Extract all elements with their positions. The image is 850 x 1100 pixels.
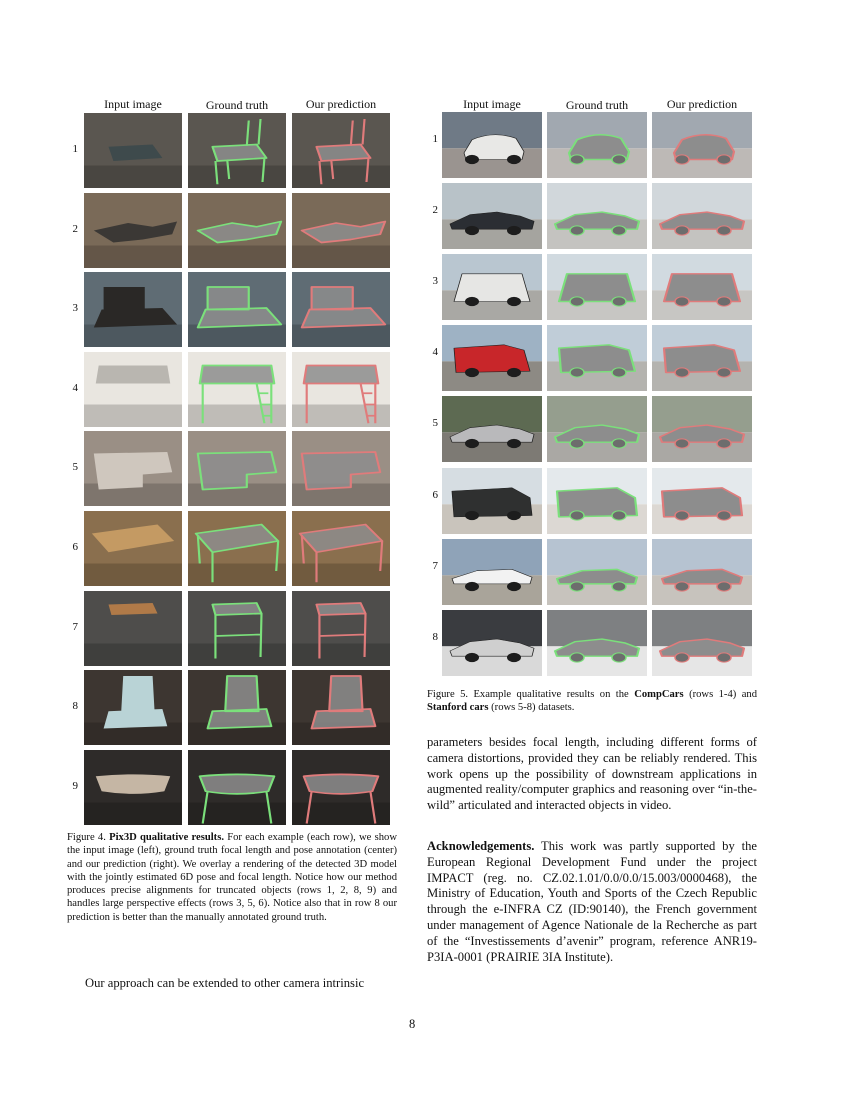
fig5-input-image: [442, 112, 542, 178]
fig4-ground-truth-image: [188, 591, 286, 666]
fig5-prediction-image: [652, 610, 752, 676]
fig4-prediction-image: [292, 511, 390, 586]
fig5-prediction-image: [652, 183, 752, 249]
left-paragraph: Our approach can be extended to other camera intrinsic: [85, 976, 365, 990]
fig4-prediction-image: [292, 272, 390, 347]
fig5-header-gt: Ground truth: [565, 98, 629, 112]
fig4-input-image: [84, 113, 182, 188]
fig5-prediction-image: [652, 468, 752, 534]
fig4-input-image: [84, 193, 182, 268]
fig5-ground-truth-image: [547, 396, 647, 462]
fig4-input-image: [84, 750, 182, 825]
fig5-header-input: Input image: [463, 97, 521, 111]
fig4-prediction-image: [292, 431, 390, 506]
fig5-row-number: 8: [432, 631, 438, 643]
fig4-row-number: 1: [72, 142, 78, 155]
fig5-row-number: 6: [432, 489, 438, 501]
fig5-ground-truth-image: [547, 112, 647, 178]
fig4-ground-truth-image: [188, 113, 286, 188]
fig5-input-image: [442, 610, 542, 676]
fig5-input-image: [442, 396, 542, 462]
fig5-caption-mid: (rows 1-4) and: [689, 689, 757, 700]
fig5-caption-bold-2: Stanford cars: [427, 702, 489, 714]
fig4-input-image: [84, 670, 182, 745]
fig4-ground-truth-image: [188, 352, 286, 427]
fig4-ground-truth-image: [188, 670, 286, 745]
fig5-row-number: 5: [432, 417, 438, 429]
fig4-prediction-image: [292, 591, 390, 666]
fig5-ground-truth-image: [547, 610, 647, 676]
fig5-prediction-image: [652, 325, 752, 391]
ack-title: Acknowledgements.: [427, 839, 535, 853]
fig4-caption-body: For each example (each row), we show the input image (left), ground truth focal length and pose annotation (center) and our prediction (right). We overlay a rendering of the detected 3D model with the jointly estimated 6D pose and focal length. Notice how our method produces precise alignments for truncated objects (rows 1, 2, 8, 9) and handles large perspective effects (rows 3, 5, 6). Notice also that in row 8 our prediction is better than the manually annotated ground truth.: [67, 832, 397, 923]
fig4-row-number: 2: [72, 222, 78, 235]
fig4-row-number: 9: [72, 779, 78, 792]
fig4-row-number: 6: [72, 540, 78, 553]
fig4-ground-truth-image: [188, 272, 286, 347]
fig4-row-number: 7: [72, 620, 78, 633]
fig5-row-number: 3: [432, 275, 438, 287]
fig4-row-number: 5: [72, 460, 78, 473]
fig5-caption-prefix: Figure 5. Example qualitative results on the: [427, 689, 629, 700]
fig5-ground-truth-image: [547, 183, 647, 249]
fig4-row-number: 3: [72, 301, 78, 314]
fig4-prediction-image: [292, 193, 390, 268]
fig4-prediction-image: [292, 750, 390, 825]
fig4-caption-prefix: Figure 4.: [67, 832, 106, 843]
fig5-row-number: 1: [432, 133, 438, 145]
fig4-header-input: Input image: [104, 97, 162, 111]
fig4-input-image: [84, 511, 182, 586]
fig4-input-image: [84, 431, 182, 506]
fig5-input-image: [442, 539, 542, 605]
fig5-prediction-image: [652, 396, 752, 462]
fig5-ground-truth-image: [547, 539, 647, 605]
fig5-ground-truth-image: [547, 468, 647, 534]
fig5-input-image: [442, 183, 542, 249]
fig4-ground-truth-image: [188, 193, 286, 268]
fig5-row-number: 4: [432, 346, 438, 358]
right-paragraph: parameters besides focal length, including different forms of camera distortions, provided they can be reliably rendered. This work opens up the possibility of downstream applications in augmented reality/computer graphics and reasoning over “in-the-wild” articulated and interacted objects in video.: [427, 735, 757, 813]
fig5-prediction-image: [652, 112, 752, 178]
ack-body: This work was partly supported by the European Regional Development Fund under the project IMPACT (reg. no. CZ.02.1.01/0.0/0.0/15.003/0000468), the Ministry of Education, Youth and Sports of the Czech Republic through the e-INFRA CZ (ID:90140), the French government under management of Agence Nationale de la Recherche as part of the “Investissements d’avenir” program, reference ANR19-P3IA-0001 (PRAIRIE 3IA Institute).: [427, 839, 757, 964]
fig5-input-image: [442, 325, 542, 391]
page-number: 8: [409, 1017, 416, 1031]
fig5-ground-truth-image: [547, 325, 647, 391]
fig4-ground-truth-image: [188, 431, 286, 506]
fig4-input-image: [84, 352, 182, 427]
fig5-input-image: [442, 254, 542, 320]
fig5-caption-bold-1: CompCars: [634, 689, 684, 700]
fig5-input-image: [442, 468, 542, 534]
fig5-ground-truth-image: [547, 254, 647, 320]
fig4-input-image: [84, 591, 182, 666]
fig4-ground-truth-image: [188, 750, 286, 825]
fig4-prediction-image: [292, 352, 390, 427]
acknowledgements: [427, 839, 757, 965]
fig4-prediction-image: [292, 670, 390, 745]
fig5-row-number: 7: [432, 560, 438, 572]
fig5-prediction-image: [652, 254, 752, 320]
fig4-header-gt: Ground truth: [205, 98, 269, 112]
fig5-row-number: 2: [432, 204, 438, 216]
fig4-row-number: 4: [72, 381, 78, 394]
fig4-ground-truth-image: [188, 511, 286, 586]
fig4-caption: [67, 831, 397, 924]
fig4-header-pred: Our prediction: [305, 97, 377, 111]
fig5-caption: [427, 688, 757, 715]
fig4-caption-title: Pix3D qualitative results.: [109, 832, 224, 843]
fig5-header-pred: Our prediction: [666, 97, 738, 111]
fig4-prediction-image: [292, 113, 390, 188]
fig4-row-number: 8: [72, 699, 78, 712]
fig5-prediction-image: [652, 539, 752, 605]
fig5-caption-end: (rows 5-8) datasets.: [491, 702, 575, 714]
fig4-input-image: [84, 272, 182, 347]
